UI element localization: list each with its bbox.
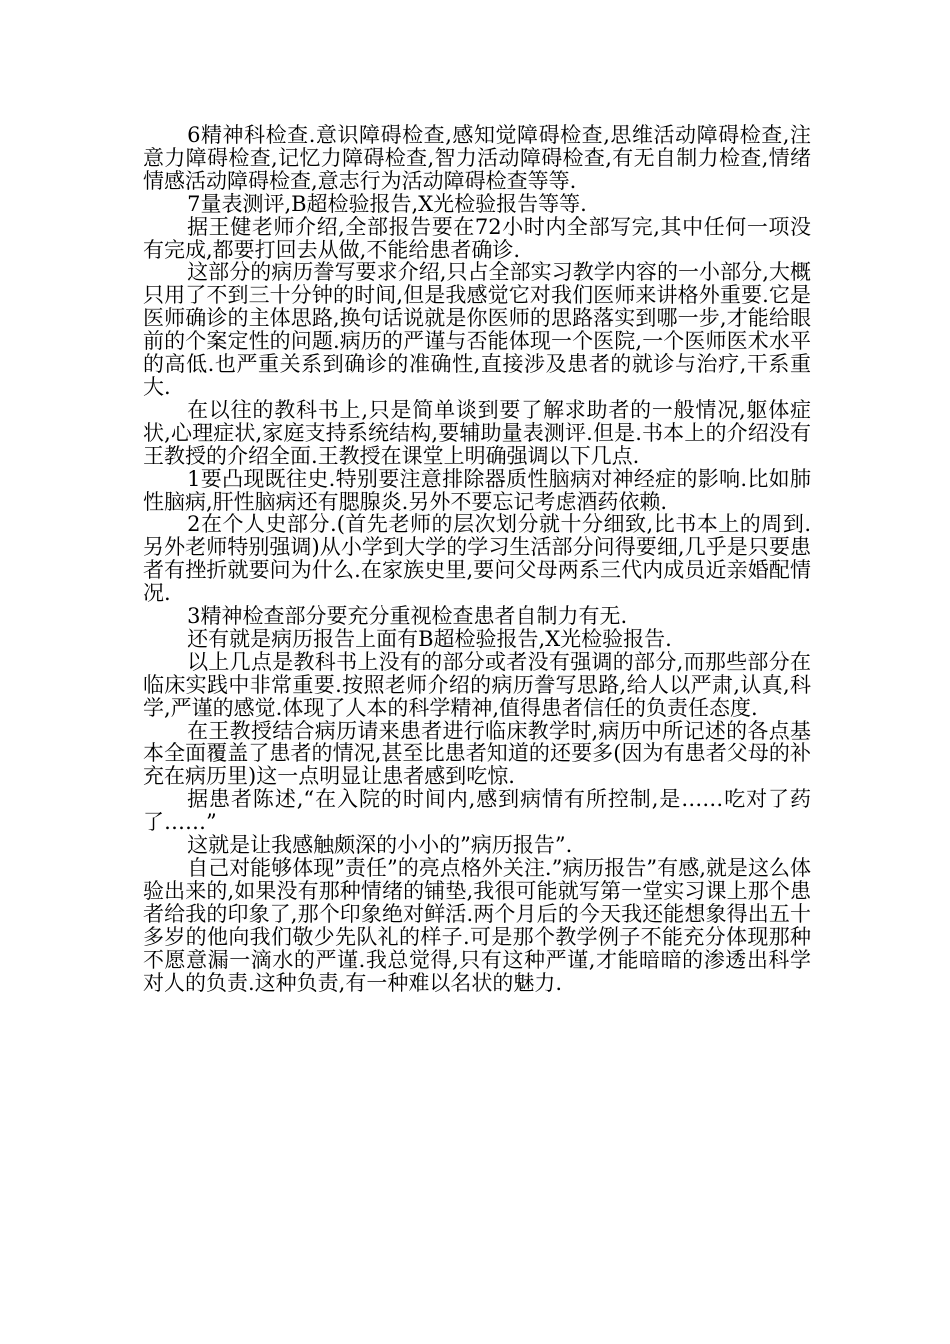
paragraph-impression: 这就是让我感触颇深的小小的”病历报告”. bbox=[187, 833, 573, 858]
paragraph-72-hours: 据王健老师介绍,全部报告要在72小时内全部写完,其中任何一项没有完成,都要打回去从做,不能给患者确诊. bbox=[143, 214, 811, 262]
paragraph-point-2: 2在个人史部分.(首先老师的层次划分就十分细致,比书本上的周到.另外老师特别强调)从小学到大学的学习生活部分问得要细,几乎是只要患者有挫折就要问为什么.在家族史里,要问父母两系三代内成员近亲婚配情况. bbox=[143, 512, 811, 606]
paragraph-textbook: 在以往的教科书上,只是简单谈到要了解求助者的一般情况,躯体症状,心理症状,家庭支持系统结构,要辅助量表测评.但是.书本上的介绍没有王教授的介绍全面.王教授在课堂上明确强调以下几点. bbox=[143, 397, 811, 468]
paragraph-point-3: 3精神检查部分要充分重视检查患者自制力有无. bbox=[187, 604, 628, 629]
paragraph-scales-reports: 7量表测评,B超检验报告,X光检验报告等等. bbox=[187, 191, 587, 216]
paragraph-record-writing: 这部分的病历誊写要求介绍,只占全部实习教学内容的一小部分,大概只用了不到三十分钟的时间,但是我感觉它对我们医师来讲格外重要.它是医师确诊的主体思路,换句话说就是你医师的思路落实到哪一步,才能给眼前的个案定性的问题.病历的严谨与否能体现一个医院,一个医师医术水平的高低.也严重关系到确诊的准确性,直接涉及患者的就诊与治疗,干系重大. bbox=[143, 260, 811, 399]
paragraph-clinical-teaching: 在王教授结合病历请来患者进行临床教学时,病历中所记述的各点基本全面覆盖了患者的情况,甚至比患者知道的还要多(因为有患者父母的补充在病历里)这一点明显让患者感到吃惊. bbox=[143, 718, 811, 789]
paragraph-summary: 以上几点是教科书上没有的部分或者没有强调的部分,而那些部分在临床实践中非常重要.按照老师介绍的病历誊写思路,给人以严肃,认真,科学,严谨的感觉.体现了人本的科学精神,值得患者信任的负责任态度. bbox=[143, 649, 811, 720]
paragraph-b-ultrasound: 还有就是病历报告上面有B超检验报告,X光检验报告. bbox=[187, 626, 672, 651]
paragraph-patient-quote: 据患者陈述,“在入院的时间内,感到病情有所控制,是……吃对了药了……” bbox=[143, 787, 811, 835]
paragraph-reflection: 自己对能够体现”责任”的亮点格外关注.”病历报告”有感,就是这么体验出来的,如果没有那种情绪的铺垫,我很可能就写第一堂实习课上那个患者给我的印象了,那个印象绝对鲜活.两个月后的今天我还能想象得出五十多岁的他向我们敬少先队礼的样子.可是那个教学例子不能充分体现那种不愿意漏一滴水的严谨.我总觉得,只有这种严谨,才能暗暗的渗透出科学对人的负责.这种负责,有一种难以名状的魅力. bbox=[143, 856, 811, 995]
paragraph-point-1: 1要凸现既往史.特别要注意排除器质性脑病对神经症的影响.比如肺性脑病,肝性脑病还有腮腺炎.另外不要忘记考虑酒药依赖. bbox=[143, 466, 811, 514]
document-page bbox=[143, 124, 811, 994]
paragraph-psychiatric-exam: 6精神科检查.意识障碍检查,感知觉障碍检查,思维活动障碍检查,注意力障碍检查,记忆力障碍检查,智力活动障碍检查,有无自制力检查,情绪情感活动障碍检查,意志行为活动障碍检查等等. bbox=[143, 123, 811, 193]
